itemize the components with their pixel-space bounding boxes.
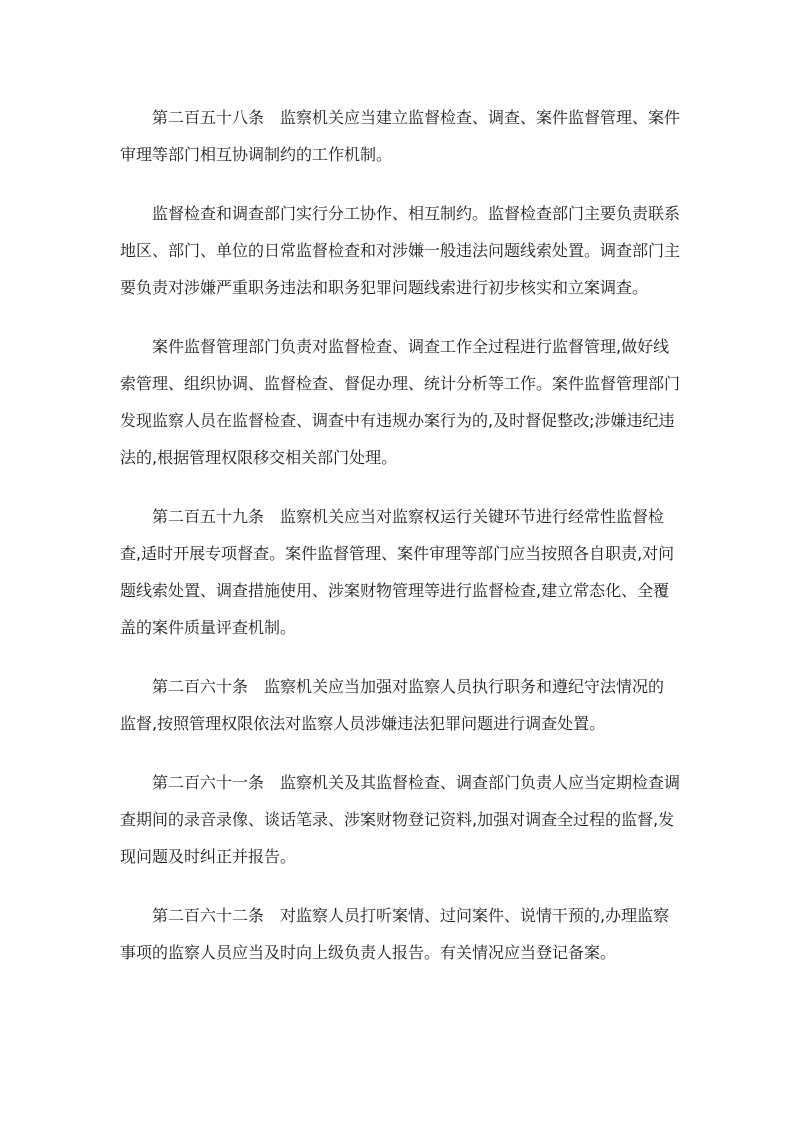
article-262-paragraph xyxy=(120,897,680,971)
text-line: 要负责对涉嫌严重职务违法和职务犯罪问题线索进行初步核实和立案调查。 xyxy=(120,278,649,297)
text-line: 监督,按照管理权限依法对监察人员涉嫌违法犯罪问题进行调查处置。 xyxy=(120,714,606,733)
article-260-paragraph xyxy=(120,668,680,742)
text-line: 第二百六十条 监察机关应当加强对监察人员执行职务和遵纪守法情况的 xyxy=(120,677,665,696)
text-line: 监督检查和调查部门实行分工协作、相互制约。监督检查部门主要负责联系 xyxy=(120,204,681,223)
text-line: 发现监察人员在监督检查、调查中有违规办案行为的,及时督促整改;涉嫌违纪违 xyxy=(120,411,675,430)
text-line: 地区、部门、单位的日常监督检查和对涉嫌一般违法问题线索处置。调查部门主 xyxy=(120,241,681,260)
text-line: 审理等部门相互协调制约的工作机制。 xyxy=(120,145,393,164)
text-line: 第二百六十一条 监察机关及其监督检查、调查部门负责人应当定期检查调 xyxy=(120,773,681,792)
text-line: 第二百五十八条 监察机关应当建立监督检查、调查、案件监督管理、案件 xyxy=(120,108,681,127)
text-line: 法的,根据管理权限移交相关部门处理。 xyxy=(120,448,398,467)
text-line: 盖的案件质量评查机制。 xyxy=(120,618,297,637)
text-line: 题线索处置、调查措施使用、涉案财物管理等进行监督检查,建立常态化、全覆 xyxy=(120,581,670,600)
article-259-paragraph xyxy=(120,498,680,646)
text-line: 第二百五十九条 监察机关应当对监察权运行关键环节进行经常性监督检 xyxy=(120,507,665,526)
text-line: 第二百六十二条 对监察人员打听案情、过问案件、说情干预的,办理监察 xyxy=(120,906,670,925)
document-body xyxy=(120,99,680,993)
article-258-paragraph xyxy=(120,99,680,173)
text-line: 现问题及时纠正并报告。 xyxy=(120,847,297,866)
text-line: 索管理、组织协调、监督检查、督促办理、统计分析等工作。案件监督管理部门 xyxy=(120,374,681,393)
text-line: 查,适时开展专项督查。案件监督管理、案件审理等部门应当按照各自职责,对问 xyxy=(120,544,675,563)
case-management-paragraph xyxy=(120,328,680,476)
text-line: 查期间的录音录像、谈话笔录、涉案财物登记资料,加强对调查全过程的监督,发 xyxy=(120,810,675,829)
text-line: 案件监督管理部门负责对监督检查、调查工作全过程进行监督管理,做好线 xyxy=(120,337,670,356)
text-line: 事项的监察人员应当及时向上级负责人报告。有关情况应当登记备案。 xyxy=(120,943,617,962)
article-261-paragraph xyxy=(120,764,680,875)
supervision-investigation-paragraph xyxy=(120,195,680,306)
